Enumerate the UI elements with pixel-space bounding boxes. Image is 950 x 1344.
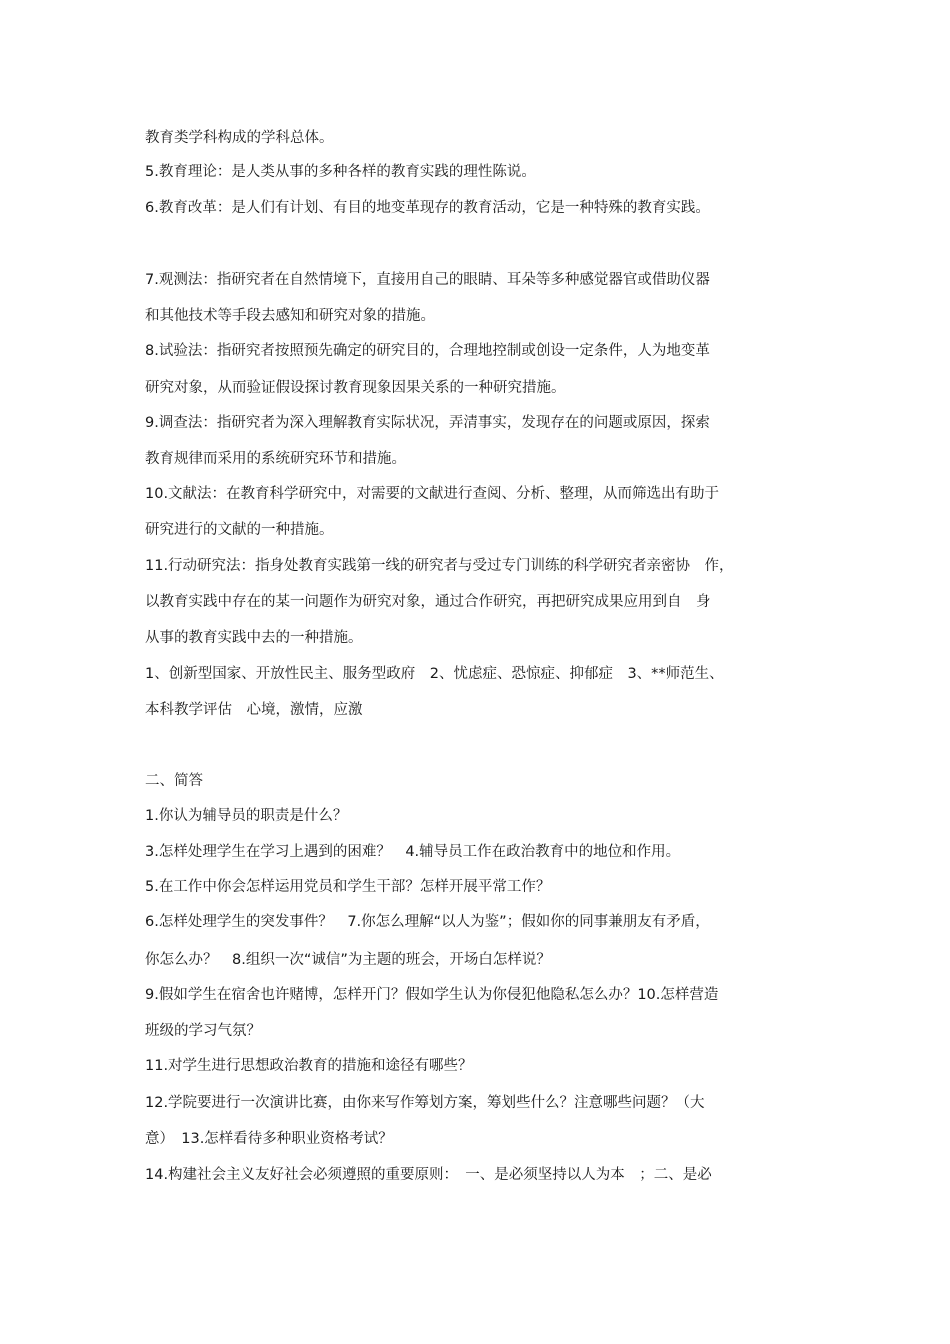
text-line: 6.怎样处理学生的突发事件？ 7.你怎么理解“以人为鉴”；假如你的同事兼朋友有矛盾， (145, 914, 710, 930)
text-line: 11.行动研究法：指身处教育实践第一线的研究者与受过专门训练的科学研究者亲密协 作， (145, 558, 734, 574)
text-line: 9.调查法：指研究者为深入理解教育实际状况，弄清事实，发现存在的问题或原因，探索 (145, 415, 710, 431)
text-line: 8.试验法：指研究者按照预先确定的研究目的，合理地控制或创设一定条件，人为地变革 (145, 343, 710, 359)
text-line: 班级的学习气氛？ (145, 1023, 261, 1039)
text-line: 和其他技术等手段去感知和研究对象的措施。 (145, 308, 435, 324)
text-line: 教育规律而采用的系统研究环节和措施。 (145, 451, 406, 467)
text-line: 3.怎样处理学生在学习上遇到的困难？ 4.辅导员工作在政治教育中的地位和作用。 (145, 844, 681, 860)
text-line: 6.教育改革：是人们有计划、有目的地变革现存的教育活动，它是一种特殊的教育实践。 (145, 200, 710, 216)
text-line: 教育类学科构成的学科总体。 (145, 130, 334, 146)
text-line: 意） 13.怎样看待多种职业资格考试？ (145, 1131, 393, 1147)
text-line: 5.教育理论：是人类从事的多种各样的教育实践的理性陈说。 (145, 164, 536, 180)
text-line: 从事的教育实践中去的一种措施。 (145, 630, 363, 646)
text-line: 1.你认为辅导员的职责是什么？ (145, 808, 348, 824)
text-line: 你怎么办？ 8.组织一次“诚信”为主题的班会，开场白怎样说？ (145, 952, 551, 968)
section-heading: 二、简答 (145, 773, 203, 789)
text-line: 1、创新型国家、开放性民主、服务型政府 2、忧虑症、恐惊症、抑郁症 3、**师范生、 (145, 666, 724, 682)
text-line: 以教育实践中存在的某一问题作为研究对象，通过合作研究，再把研究成果应用到自 身 (145, 594, 711, 610)
text-line: 11.对学生进行思想政治教育的措施和途径有哪些？ (145, 1058, 473, 1074)
text-line: 研究进行的文献的一种措施。 (145, 522, 334, 538)
text-line: 本科教学评估 心境，激情，应激 (145, 702, 363, 718)
text-line: 5.在工作中你会怎样运用党员和学生干部？怎样开展平常工作？ (145, 879, 551, 895)
text-line: 14.构建社会主义友好社会必须遵照的重要原则： 一、是必须坚持以人为本 ；二、是必 (145, 1167, 712, 1183)
text-line: 10.文献法：在教育科学研究中，对需要的文献进行查阅、分析、整理，从而筛选出有助于 (145, 486, 720, 502)
text-line: 9.假如学生在宿舍也许赌博，怎样开门？假如学生认为你侵犯他隐私怎么办？10.怎样营造 (145, 987, 719, 1003)
text-line: 研究对象，从而验证假设探讨教育现象因果关系的一种研究措施。 (145, 380, 566, 396)
text-line: 12.学院要进行一次演讲比赛，由你来写作筹划方案，筹划些什么？注意哪些问题？（大 (145, 1095, 705, 1111)
text-line: 7.观测法：指研究者在自然情境下，直接用自己的眼睛、耳朵等多种感觉器官或借助仪器 (145, 272, 710, 288)
